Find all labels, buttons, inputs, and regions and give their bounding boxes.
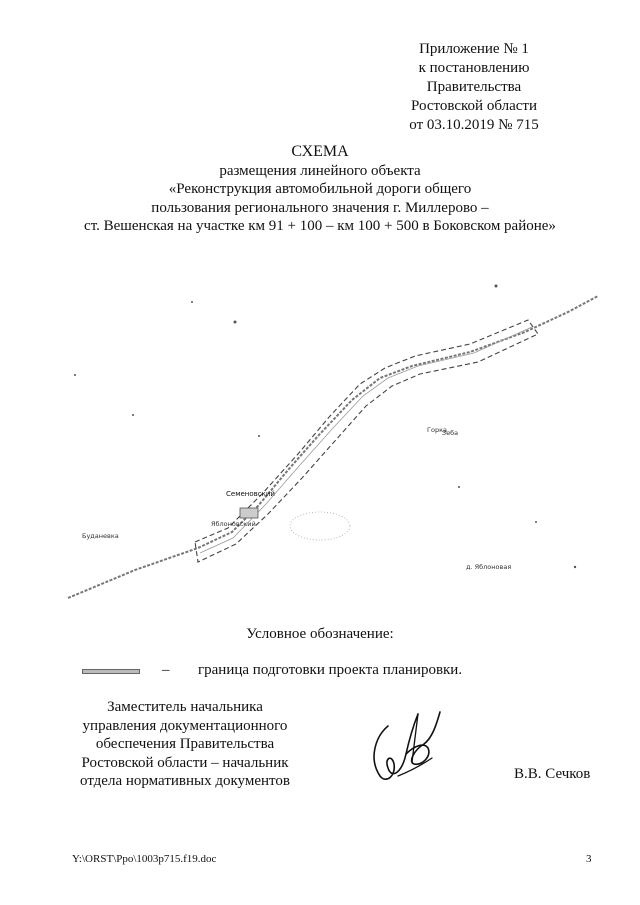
official-line: Заместитель начальника: [107, 699, 263, 715]
scheme-subtitle-line: пользования регионального значения г. Миллерово –: [151, 199, 489, 216]
map-point: [574, 566, 576, 568]
dotted-area: [290, 512, 350, 540]
appendix-block: [384, 40, 564, 135]
legend-title: Условное обозначение:: [246, 626, 394, 642]
map-point: [458, 486, 460, 488]
label-gorka: Горка: [427, 426, 447, 434]
label-semenovsky: Семеновский: [226, 490, 275, 498]
official-line: управления документационного: [82, 717, 288, 734]
page-number: 3: [586, 853, 592, 865]
map-point: [495, 285, 498, 288]
scheme-title-block: [40, 143, 600, 236]
label-yablonovsky: Яблоновский: [211, 520, 256, 528]
scheme-subtitle-line: размещения линейного объекта: [219, 162, 421, 179]
legend-dash: –: [162, 662, 170, 678]
legend-text: граница подготовки проекта планировки.: [198, 662, 463, 678]
scheme-title: СХЕМА: [291, 143, 349, 160]
footer-file-path: Y:\ORST\Ppo\1003p715.f19.doc: [72, 853, 217, 865]
label-budanovka: Буданевка: [82, 532, 119, 540]
scheme-subtitle-line: «Реконструкция автомобильной дороги общего: [168, 181, 472, 197]
appendix-line: Приложение № 1: [419, 41, 529, 57]
map-point: [234, 321, 237, 324]
label-gorka-suffix: Зеба: [442, 429, 459, 437]
official-line: обеспечения Правительства: [95, 736, 275, 752]
label-d-yablonovaya: д. Яблоновая: [466, 563, 512, 571]
official-line: отдела нормативных документов: [80, 773, 290, 789]
appendix-line: к постановлению: [418, 60, 530, 76]
map-point: [191, 301, 193, 303]
signer-name: В.В. Сечков: [514, 766, 591, 782]
handwritten-signature: [358, 706, 448, 788]
map-point: [74, 374, 76, 376]
appendix-line: Правительства: [426, 79, 522, 95]
route-map: [0, 270, 640, 610]
legend-boundary-symbol: [82, 669, 140, 674]
scheme-subtitle-line: ст. Вешенская на участке км 91 + 100 – км 100 + 500 в Боковском районе»: [84, 218, 556, 234]
map-point: [258, 435, 260, 437]
map-point: [132, 414, 134, 416]
map-point: [535, 521, 537, 523]
appendix-line: от 03.10.2019 № 715: [409, 117, 539, 133]
official-line: Ростовской области – начальник: [81, 754, 289, 771]
official-title-block: [60, 698, 310, 791]
appendix-line: Ростовской области: [411, 98, 537, 114]
road-line: [68, 296, 598, 598]
settlement-block: [240, 508, 258, 518]
